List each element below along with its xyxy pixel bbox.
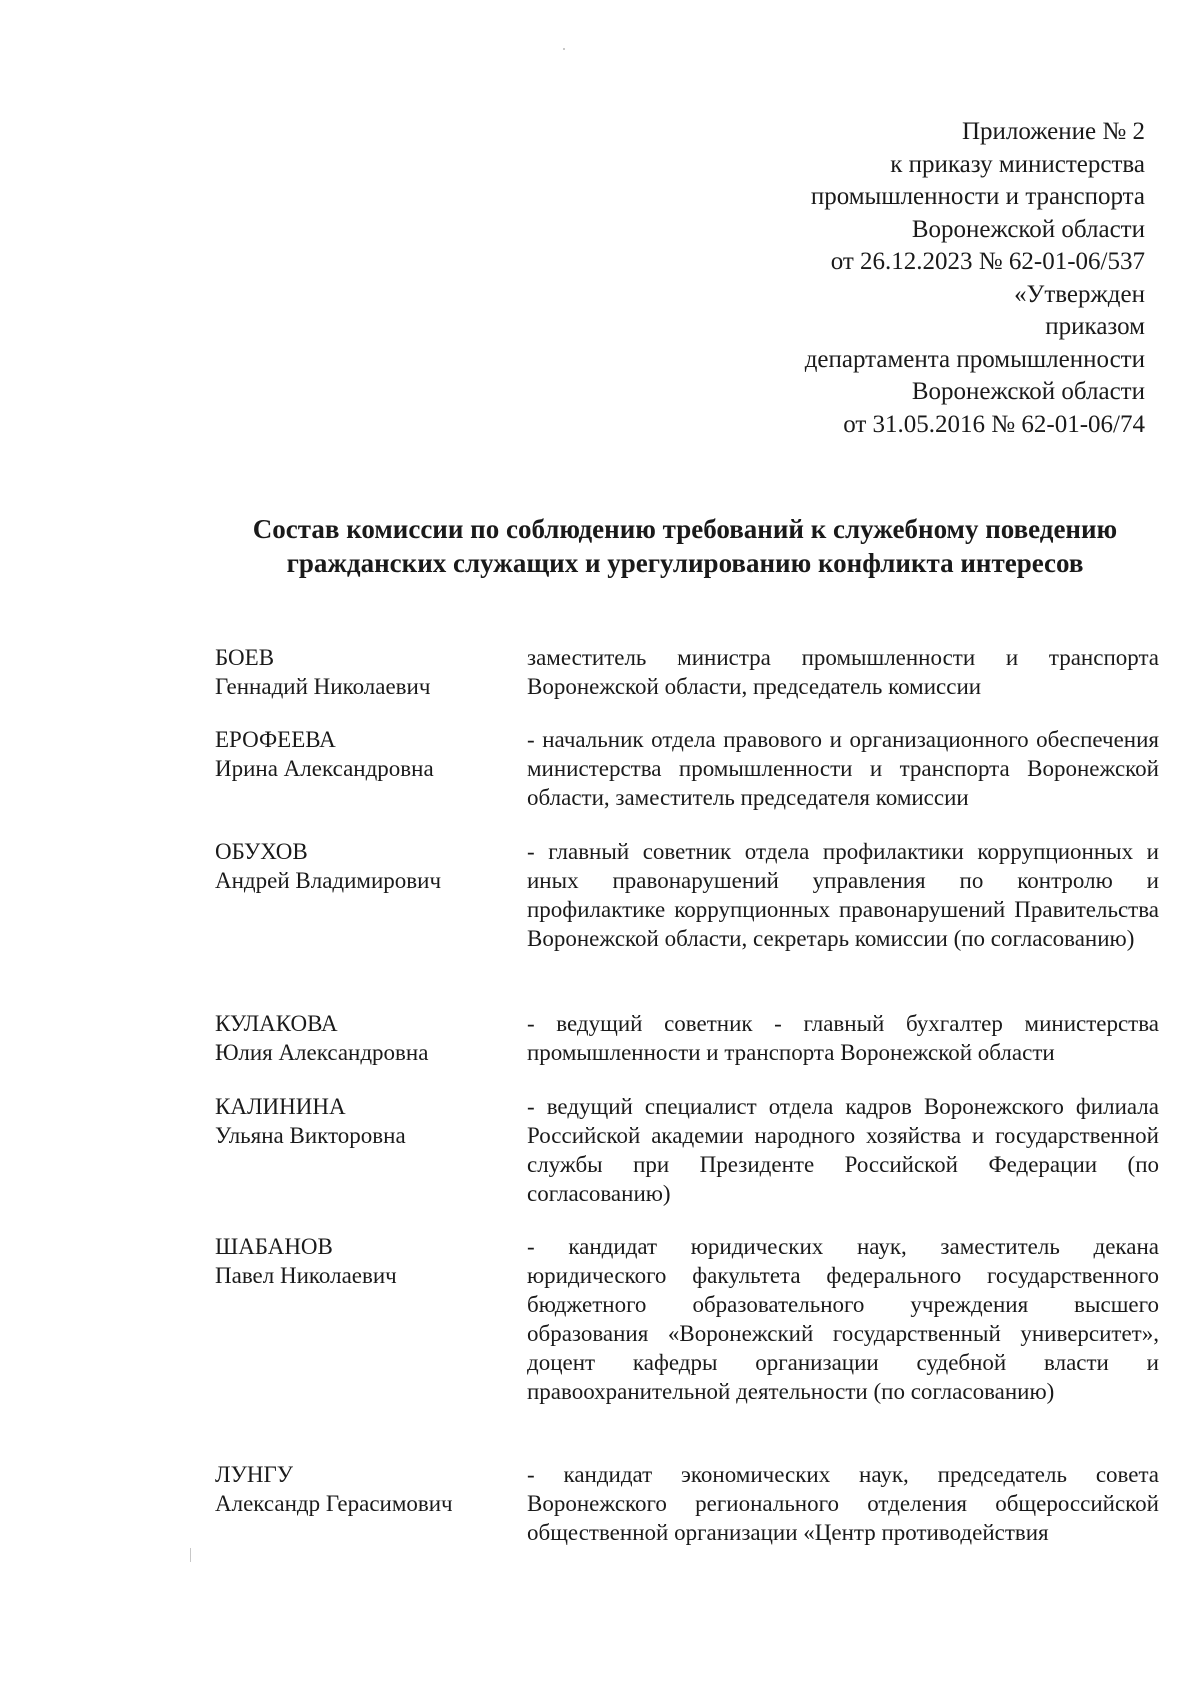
- member-name: [215, 1232, 505, 1290]
- member-position: - главный советник отдела профилактики коррупционных и иных правонарушений управления по контролю и профилактике коррупционных правонарушений Правительства Воронежской области, секретарь комиссии (по согласованию): [527, 839, 1159, 951]
- member-name: [215, 643, 505, 701]
- member-given-names: Юлия Александровна: [215, 1040, 429, 1065]
- annex-line: от 26.12.2023 № 62-01-06/537: [830, 248, 1145, 275]
- member-name: [215, 837, 505, 895]
- scan-speck: [563, 48, 565, 50]
- annex-line: к приказу министерства: [890, 150, 1145, 178]
- member-name: [215, 1092, 505, 1150]
- member-surname: БОЕВ: [215, 645, 275, 670]
- annex-line: «Утвержден: [1014, 280, 1145, 308]
- annex-line: промышленности и транспорта: [810, 183, 1145, 210]
- annex-line: Воронежской области: [911, 378, 1145, 405]
- scan-speck: [190, 1548, 191, 1562]
- annex-header: [625, 116, 1145, 441]
- member-position: - кандидат юридических наук, заместитель декана юридического факультета федерального государственного бюджетного образовательного учреждения высшего образования «Воронежский государственный университет», доцент кафедры организации судебной власти и правоохранительной деятельности (по согласованию): [527, 1234, 1159, 1404]
- member-given-names: Ирина Александровна: [215, 756, 434, 781]
- document-title: Состав комиссии по соблюдению требований к служебному поведению гражданских служащих и урегулированию конфликта интересов: [252, 514, 1118, 578]
- member-name: [215, 725, 505, 783]
- member-position: - ведущий советник - главный бухгалтер министерства промышленности и транспорта Воронежской области: [527, 1011, 1159, 1065]
- member-surname: КАЛИНИНА: [215, 1094, 346, 1119]
- member-position: - начальник отдела правового и организационного обеспечения министерства промышленности и транспорта Воронежской области, заместитель председателя комиссии: [527, 727, 1159, 810]
- member-name: [215, 1460, 505, 1518]
- annex-line: Приложение № 2: [961, 118, 1145, 145]
- member-position: заместитель министра промышленности и транспорта Воронежской области, председатель комиссии: [527, 645, 1159, 699]
- annex-line: от 31.05.2016 № 62-01-06/74: [843, 410, 1145, 438]
- member-given-names: Александр Герасимович: [215, 1491, 453, 1516]
- member-surname: ОБУХОВ: [215, 839, 308, 864]
- annex-line: приказом: [1045, 313, 1145, 340]
- member-surname: ЕРОФЕЕВА: [215, 727, 336, 752]
- member-surname: КУЛАКОВА: [215, 1011, 338, 1036]
- member-given-names: Геннадий Николаевич: [215, 674, 431, 699]
- member-given-names: Андрей Владимирович: [215, 868, 442, 893]
- member-position: - кандидат экономических наук, председатель совета Воронежского регионального отделения общероссийской общественной организации «Центр противодействия: [527, 1462, 1159, 1545]
- member-given-names: Ульяна Викторовна: [215, 1123, 406, 1148]
- annex-line: департамента промышленности: [804, 345, 1145, 373]
- member-surname: ШАБАНОВ: [215, 1234, 333, 1259]
- member-name: [215, 1009, 505, 1067]
- annex-line: Воронежской области: [911, 215, 1145, 243]
- member-position: - ведущий специалист отдела кадров Воронежского филиала Российской академии народного хозяйства и государственной службы при Президенте Российской Федерации (по согласованию): [527, 1094, 1159, 1206]
- member-surname: ЛУНГУ: [215, 1462, 294, 1487]
- member-given-names: Павел Николаевич: [215, 1263, 397, 1288]
